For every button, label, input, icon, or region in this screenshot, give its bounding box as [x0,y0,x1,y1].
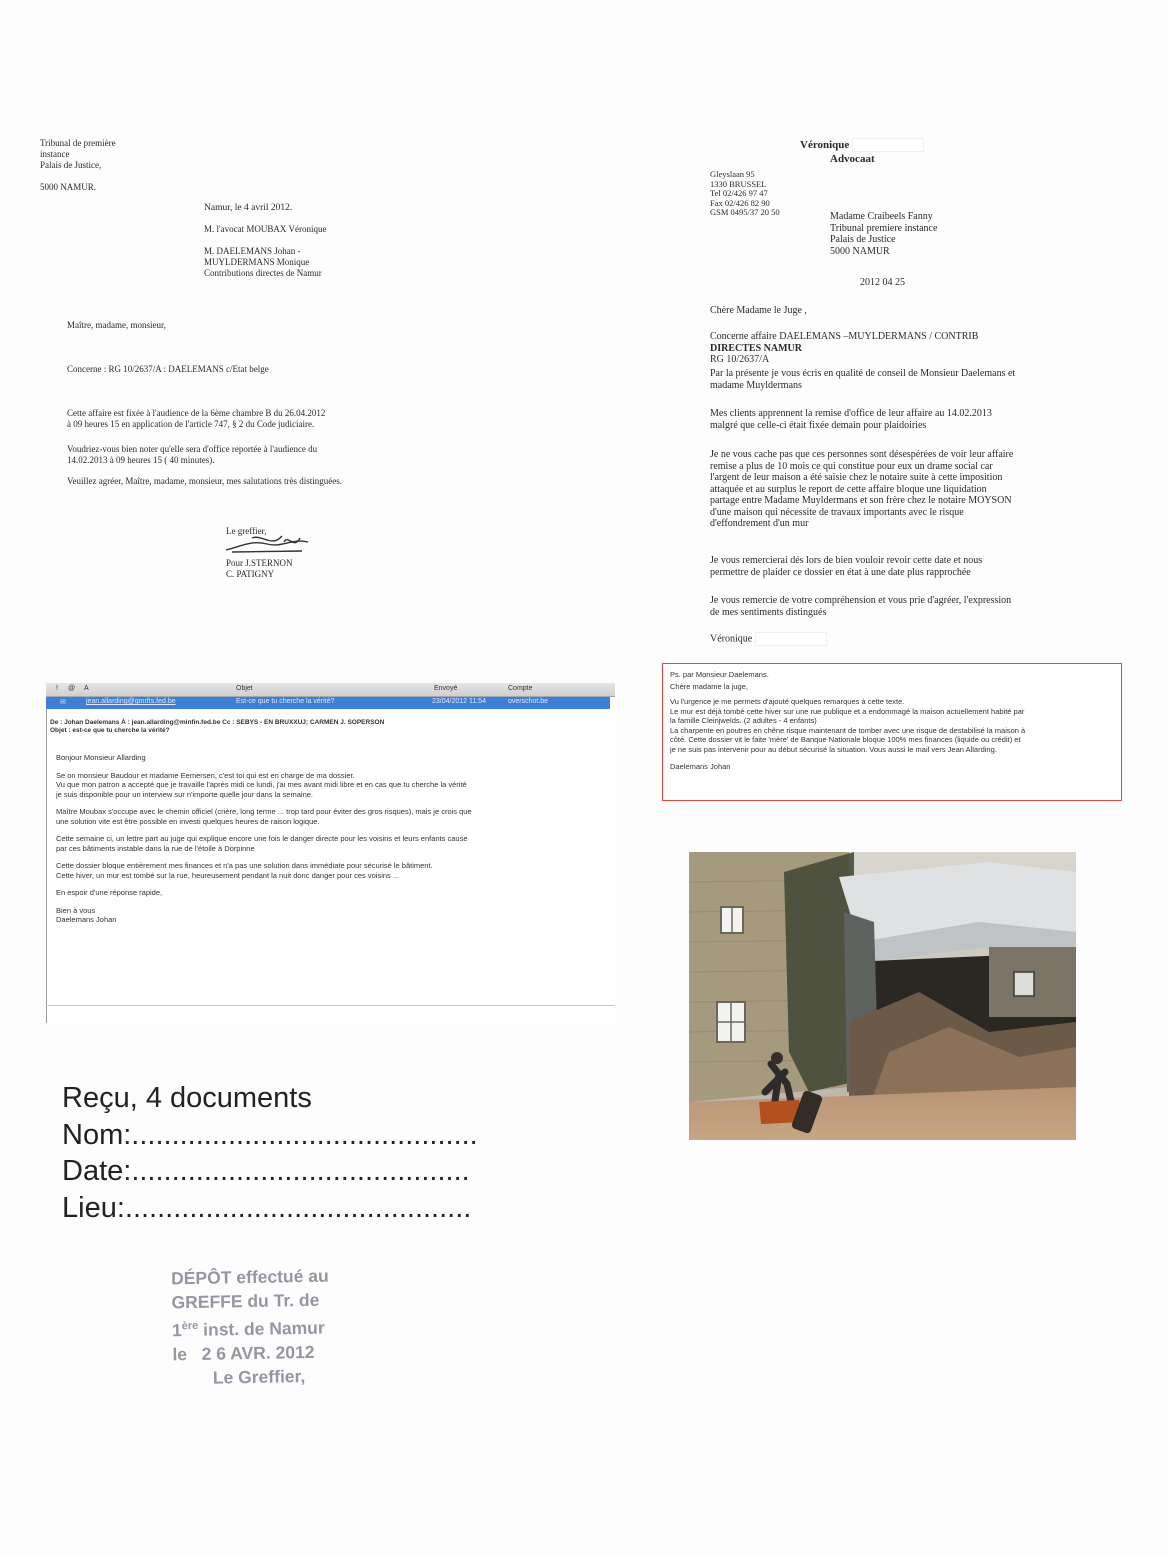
lawyer-letter [708,138,1108,653]
lawyer-subject: Concerne affaire DAELEMANS –MUYLDERMANS / CONTRIB DIRECTES NAMUR RG 10/2637/A [710,331,979,365]
email-body: Bonjour Monsieur Allarding Se on monsieur Baudour et madame Eemersen, c'est toi qui est en charge de ma dossier. Vu que mon patron a accepté que je travaille l'après midi ce lundi, j'ai mes avant midi libre et en cas que tu cherche la vérité je suis disponible pour un interview sur n'importe quelle jour dans la semaine. Maître Moubax s'occupe avec le chemin officiel (crière, long terme ... trop tard pour éviter des gros risques), mais je crois que une solution vite est être possible en investi quelques heures de raison logique. Cette semaine ci, un lettre part au juge qui explique encore une fois le danger directe pour les voisins et leurs enfants cause par ces bâtiments instable dans la rue de l'étoile à Dorpinne Cette dossier bloque entièrement mes finances et n'a pas une solution dans immédiate pour sécurisé le bâtiment. Cette hiver, un mur est tombé sur la rue, heureusement pendant la nuit donc danger pour ces voisins ... En espoir d'une réponse rapide, Bien à vous Daelemans Johan [56,753,472,924]
deposit-stamp: DÉPÔT effectué au GREFFE du Tr. de 1ère inst. de Namur le 2 6 AVR. 2012 Le Greffier, [170,1265,329,1388]
signer-title: Le greffier, [226,526,267,536]
col-attachment[interactable]: @ [68,685,76,692]
signer-names: Pour J.STERNON C. PATIGNY [226,558,293,579]
row-subject: Est-ce que tu cherche la vérité? [236,698,335,705]
receipt-block [62,1080,478,1226]
lawyer-name-block [800,138,924,166]
envelope-icon: ✉ [60,699,66,706]
row-account: overschot.be [508,698,549,705]
lawyer-p1: Par la présente je vous écris en qualité de conseil de Monsieur Daelemans et madame Muyldermans [710,368,1016,391]
email-selected-row[interactable] [46,697,610,709]
col-account[interactable]: Compte [508,685,533,692]
col-sent[interactable]: Envoyé [434,685,458,692]
lawyer-title: Advocaat [830,153,875,166]
email-column-header [46,683,615,697]
lawyer-p4: Je vous remercierai dés lors de bien vouloir revoir cette date et nous permettre de plaider ce dossier en état à une date plus rapprochée [710,555,983,578]
email-separator [46,1005,615,1006]
lawyer-p5: Je vous remercie de votre compréhension et vous prie d'agréer, l'expression de mes sentiments distingués [710,595,1012,618]
lawyer-name: Véronique [800,139,850,151]
receipt-date-line: Date:.......................................... [62,1155,470,1187]
email-screenshot [46,683,615,1023]
collapsed-building-photo [689,852,1076,1140]
tribunal-closing: Veuillez agréer, Maître, madame, monsieur, mes salutations très distinguées. [67,476,342,486]
lawyer-recipient: Madame Craibeels Fanny Tribunal premiere instance Palais de Justice 5000 NAMUR [830,211,938,257]
email-header-subject: Objet : est-ce que tu cherche la vérité? [50,727,170,734]
col-from[interactable]: A [84,685,89,692]
tribunal-sender: Tribunal de première instance Palais de Justice, [40,138,116,170]
col-importance[interactable]: ! [56,685,58,692]
col-subject[interactable]: Objet [236,685,253,692]
row-sent: 23/04/2012 11:54 [432,698,486,705]
lawyer-salutation: Chère Madame le Juge , [710,305,807,316]
tribunal-salutation: Maître, madame, monsieur, [67,320,166,330]
lawyer-signature: Véronique [710,632,827,646]
lawyer-p3: Je ne vous cache pas que ces personnes sont désespérées de voir leur affaire remise a plus de 10 mois ce qui constitue pour eux un drame social car l'argent de leur maison a été saisie chez le notaire suite à cette imposition attaquée et au surplus le report de cette affaire bloque une liquidation partage entre Madame Muyldermans et son frère chez le notaire MOYSON d'une maison qui nécessite de travaux importants avec le risque d'effondrement d'un mur [710,449,1014,529]
email-header-from: De : Johan Daelemans À : jean.allarding@minfin.fed.be Cc : SEBYS - EN BRUXXUJ; CARMEN J. SOPERSON [50,719,385,726]
lawyer-address: Gleyslaan 95 1330 BRUSSEL Tel 02/426 97 47 Fax 02/426 82 90 GSM 0495/37 20 50 [710,169,780,217]
ps-note-text: Ps. par Monsieur Daelemans. Chère madame la juge, Vu l'urgence je me permets d'ajouté quelques remarques à cette texte. Le mur est déjà tombé cette hiver sur une rue publique et a endommagé la maison actuellement habité par la famille Cleinjwelds. (2 adultes - 4 enfants) La charpente en poutres en chêne risque maintenant de tomber avec une risque de destabilisé la maison à côté. Cette dossier vit le faite 'mère' de Banque Nationale bloque 100% mes finances (liquide ou crédit) et je ne suis pas intervenir pour au début sécurisé la situation. Vous aussi le mail vers Jean Allarding. Daelemans Johan [670,670,1026,771]
lawyer-p2: Mes clients apprennent la remise d'office de leur affaire au 14.02.2013 malgré que celle-ci était fixée demain pour plaidoiries [710,408,992,431]
tribunal-subject: Concerne : RG 10/2637/A : DAELEMANS c/Etat belge [67,364,269,374]
tribunal-para1: Cette affaire est fixée à l'audience de la 6ème chambre B du 26.04.2012 à 09 heures 15 en application de l'article 747, § 2 du Code judiciaire. [67,408,326,429]
tribunal-para2: Voudriez-vous bien noter qu'elle sera d'office reportée à l'audience du 14.02.2013 à 09 heures 15 ( 40 minutes). [67,444,318,465]
tribunal-city: 5000 NAMUR. [40,182,97,192]
lawyer-date: 2012 04 25 [860,277,905,288]
row-from: jean.allarding@gmrfts.fed.be [86,698,176,705]
receipt-place-line: Lieu:........................................... [62,1191,472,1224]
email-headers [50,719,384,735]
redaction-box [755,632,827,646]
receipt-name-line: Nom:........................................... [62,1118,478,1151]
tribunal-recipients: M. l'avocat MOUBAX Véronique M. DAELEMANS Johan - MUYLDERMANS Monique Contributions directes de Namur [204,224,327,278]
tribunal-letter [40,138,400,588]
receipt-title: Reçu, 4 documents [62,1082,312,1114]
letter-date: Namur, le 4 avril 2012. [204,203,293,213]
redaction-box [852,138,924,152]
email-left-border [46,683,47,1023]
ps-note-box [662,663,1122,801]
greffier-signature [222,530,312,556]
